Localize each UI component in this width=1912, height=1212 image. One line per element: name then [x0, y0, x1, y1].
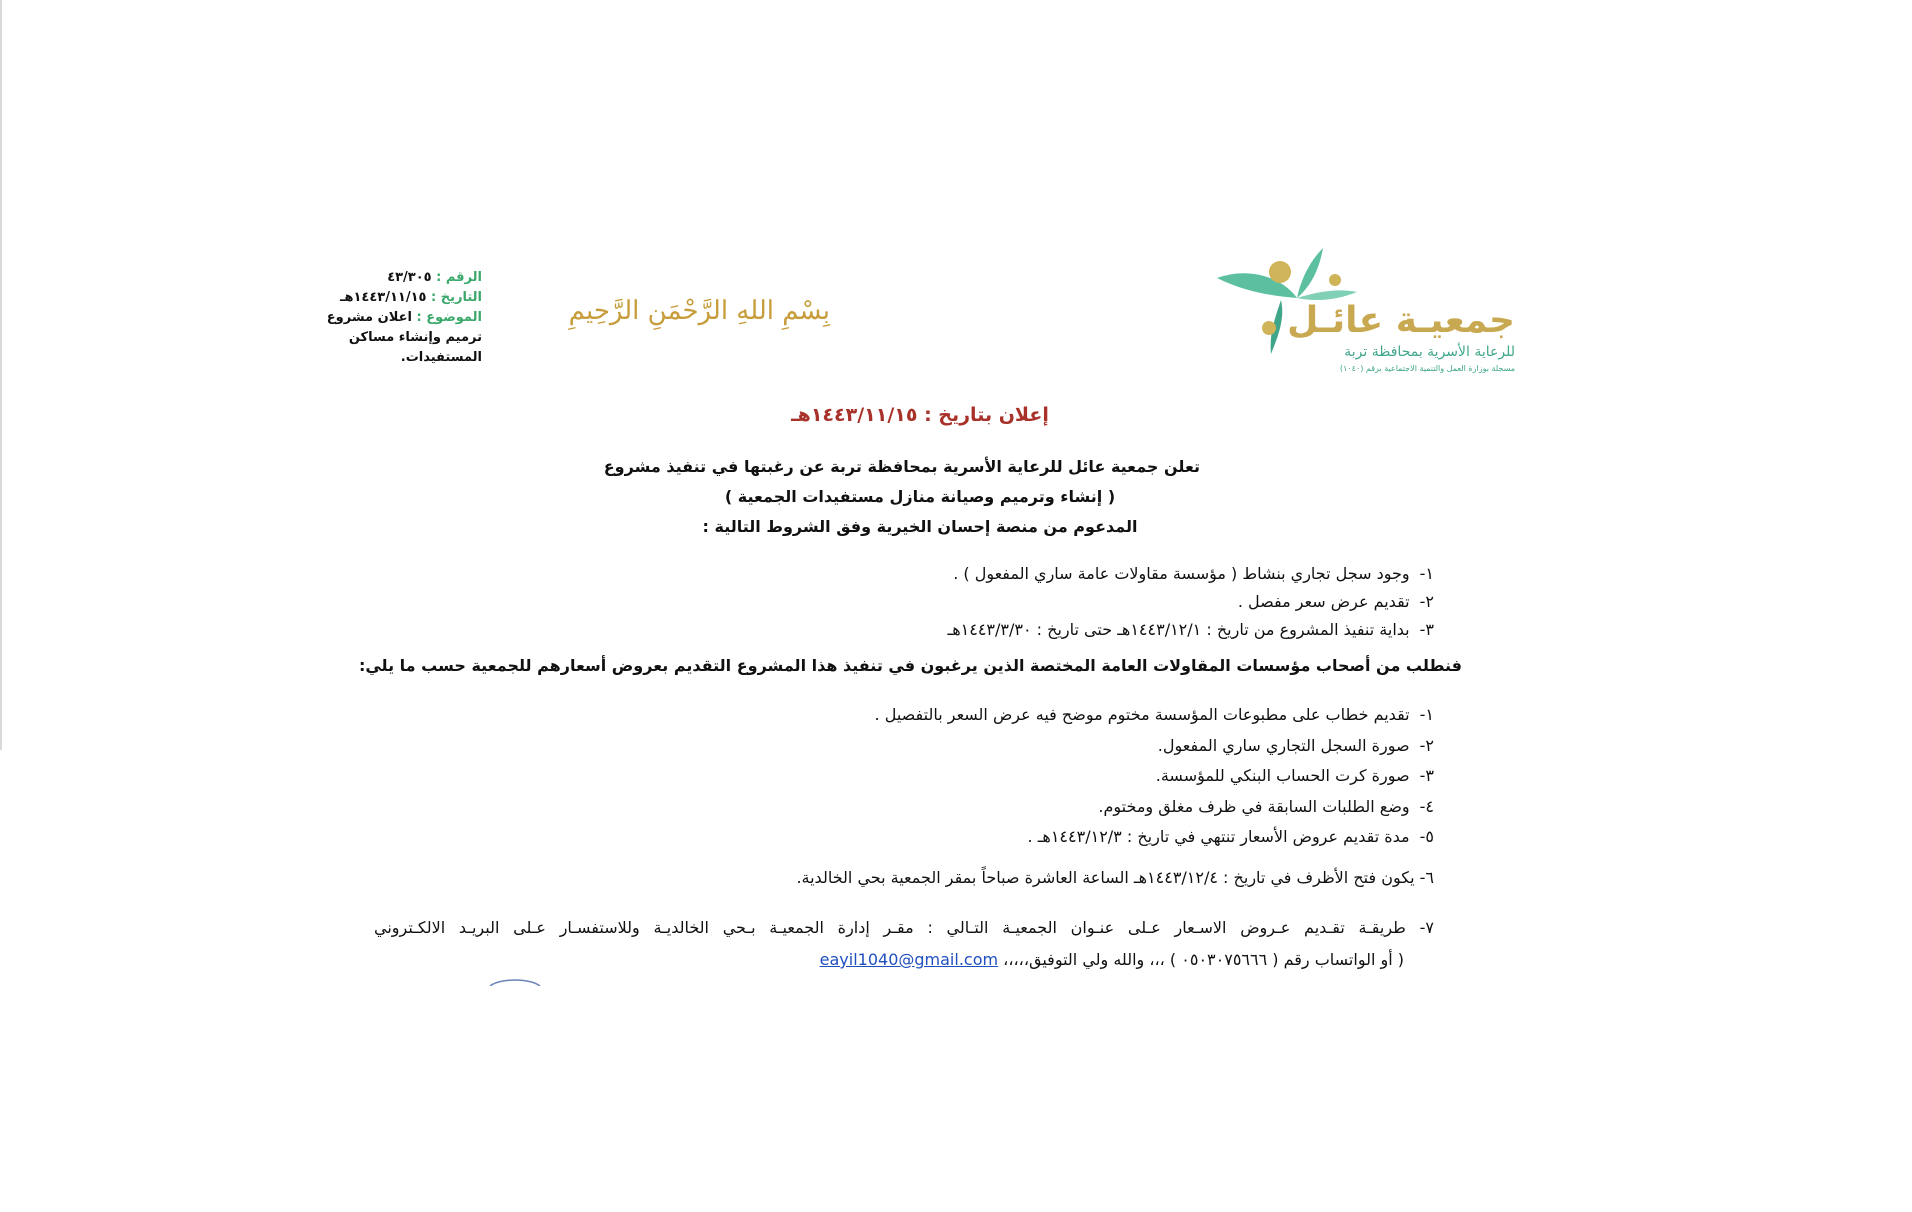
meta-number-row — [300, 268, 482, 288]
list-item-number: ٢- — [1419, 735, 1434, 755]
list-item — [948, 588, 1435, 616]
seal-stamp-icon — [488, 978, 542, 986]
list-item-number: ١- — [1419, 564, 1434, 583]
list-item-text: وضع الطلبات السابقة في ظرف مغلق ومختوم. — [1098, 796, 1410, 816]
list-item — [948, 616, 1435, 644]
list-item-text: صورة كرت الحساب البنكي للمؤسسة. — [1155, 766, 1410, 785]
association-logo — [1205, 238, 1525, 388]
list-item-text: وجود سجل تجاري بنشاط ( مؤسسة مقاولات عامة ساري المفعول ) . — [953, 564, 1410, 583]
meta-date-label: التاريخ : — [431, 290, 482, 305]
list-item — [875, 822, 1434, 853]
meta-subject-value: اعلان مشروع — [326, 310, 412, 325]
envelope-opening-item — [796, 868, 1434, 887]
intro-line-1: تعلن جمعية عائل للرعاية الأسرية بمحافظة تربة عن رغبتها في تنفيذ مشروع — [603, 457, 1200, 476]
meta-subject-label: الموضوع : — [416, 310, 482, 325]
meta-number-value: ٤٣/٣٠٥ — [387, 270, 432, 285]
list-item-text: طريقـة تقـديم عـروض الاسـعار عـلى عنـوان الجمعيـة التـالي : مقـر إدارة الجمعيـة بـحي الخالديـة وللاستفسـار عـلى البريـد الالكـتروني — [374, 918, 1406, 937]
list-item-text: بداية تنفيذ المشروع من تاريخ : ١٤٤٣/١٢/١هـ حتى تاريخ : ١٤٤٣/٣/٣٠هـ — [947, 620, 1410, 639]
intro-line-2: ( إنشاء وترميم وصيانة منازل مستفيدات الجمعية ) — [724, 487, 1116, 506]
submission-line-2 — [374, 944, 1434, 976]
list-item-number: ٧- — [1419, 918, 1434, 937]
meta-subject-line3: المستفيدات. — [400, 350, 482, 365]
logo-registration: مسجلة بوزارة العمل والتنمية الاجتماعية برقم (١٠٤٠) — [1339, 364, 1515, 373]
list-item-text: تقديم عرض سعر مفصل . — [1237, 592, 1410, 611]
announcement-title: إعلان بتاريخ : ١٤٤٣/١١/١٥هـ — [791, 404, 1049, 426]
list-item — [875, 731, 1434, 762]
list-item-number: ٥- — [1419, 827, 1434, 846]
submission-method-item — [374, 912, 1434, 976]
basmala-calligraphy: بِسْمِ اللهِ الرَّحْمَنِ الرَّحِيمِ — [568, 296, 830, 326]
requirements-list — [875, 700, 1434, 853]
logo-title: جمعيـة عائـل — [1287, 300, 1515, 341]
list-item-number: ٣- — [1419, 766, 1434, 785]
meta-date-value: ١٤٤٣/١١/١٥هـ — [340, 290, 427, 305]
list-item-number: ١- — [1419, 705, 1434, 724]
meta-number-label: الرقم : — [436, 270, 482, 285]
page-edge-line — [0, 0, 2, 750]
conditions-list — [948, 560, 1435, 644]
list-item — [948, 560, 1435, 588]
list-item-text: تقديم خطاب على مطبوعات المؤسسة مختوم موضح فيه عرض السعر بالتفصيل . — [874, 705, 1410, 724]
meta-date-row — [300, 288, 482, 308]
announcement-intro — [603, 452, 1200, 542]
intro-line-3: المدعوم من منصة إحسان الخيرية وفق الشروط التالية : — [702, 517, 1138, 536]
list-item-text: يكون فتح الأظرف في تاريخ : ١٤٤٣/١٢/٤هـ الساعة العاشرة صباحاً بمقر الجمعية بحي الخالدية. — [796, 868, 1415, 887]
list-item-text: صورة السجل التجاري ساري المفعول. — [1157, 735, 1410, 755]
meta-subject-row — [300, 308, 482, 328]
email-link[interactable]: eayil1040@gmail.com — [819, 950, 999, 969]
contact-text: ( أو الواتساب رقم ( ٠٥٠٣٠٧٥٦٦٦ ) ،،، والله ولي التوفيق،،،،، — [1003, 950, 1404, 969]
list-item-number: ٤- — [1419, 796, 1434, 816]
submission-line-1 — [374, 912, 1434, 944]
logo-subtitle: للرعاية الأسرية بمحافظة تربة — [1344, 344, 1515, 360]
list-item-number: ٦- — [1419, 868, 1434, 887]
list-item-number: ٣- — [1419, 620, 1434, 639]
list-item-text: مدة تقديم عروض الأسعار تنتهي في تاريخ : ١٤٤٣/١٢/٣هـ . — [1027, 827, 1410, 846]
meta-subject-line2: ترميم وإنشاء مساكن — [348, 330, 482, 345]
document-meta — [300, 268, 482, 368]
list-item — [875, 761, 1434, 792]
list-item-number: ٢- — [1419, 592, 1434, 611]
list-item — [875, 700, 1434, 731]
list-item — [875, 792, 1434, 823]
request-paragraph: فنطلب من أصحاب مؤسسات المقاولات العامة المختصة الذين يرغبون في تنفيذ هذا المشروع التقديم بعروض أسعارهم للجمعية حسب ما يلي: — [358, 656, 1462, 675]
